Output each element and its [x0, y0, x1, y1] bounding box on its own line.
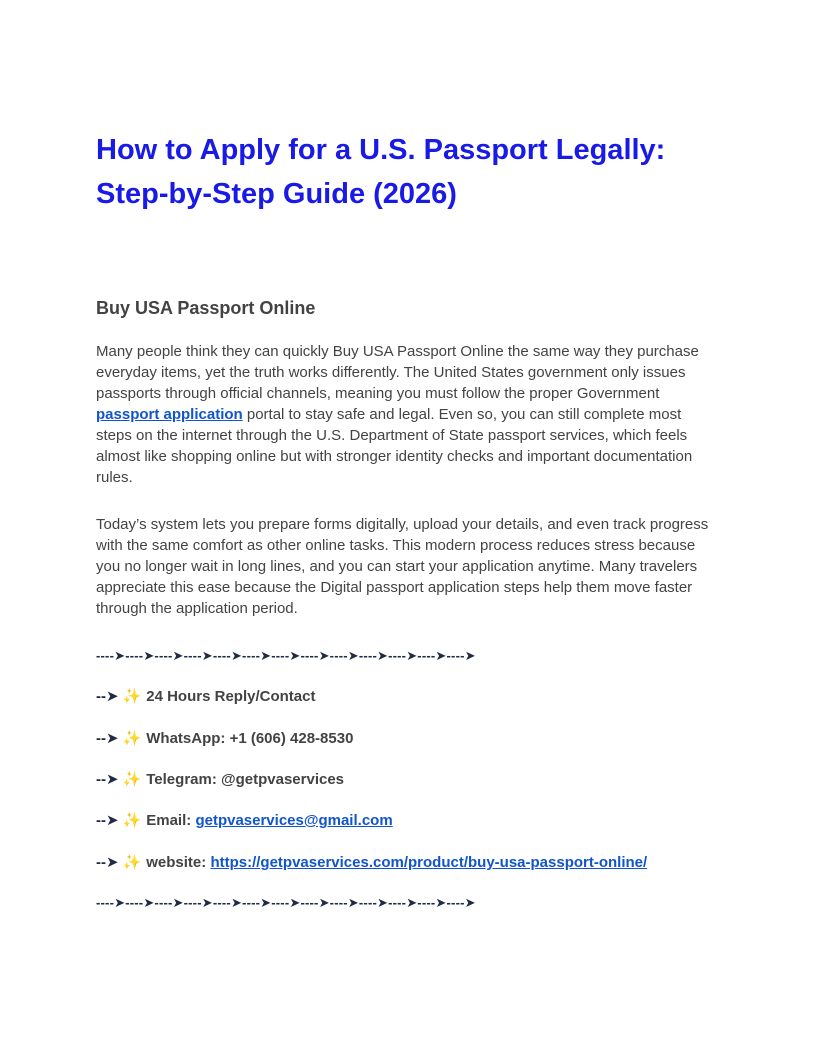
intro-paragraph-text-before: Many people think they can quickly Buy USA Passport Online the same way they purchase everyday items, yet the truth works differently. The United States government only issues passports through official channels, meaning you must follow the proper Government [96, 343, 699, 402]
telegram-text: Telegram: @getpvaservices [146, 771, 345, 788]
arrow-icon: --➤ [96, 771, 119, 788]
arrow-divider-bottom: ----➤----➤----➤----➤----➤----➤----➤----➤----➤----➤----➤----➤----➤ [96, 895, 476, 910]
sparkle-icon: ✨ [122, 812, 142, 829]
sparkle-icon: ✨ [122, 854, 142, 871]
contact-whatsapp-line [96, 728, 353, 749]
sparkle-icon: ✨ [122, 688, 142, 705]
sparkle-icon: ✨ [122, 730, 142, 747]
arrow-icon: --➤ [96, 812, 119, 829]
contact-reply-line [96, 686, 315, 707]
arrow-icon: --➤ [96, 688, 119, 705]
page-title: How to Apply for a U.S. Passport Legally: Step-by-Step Guide (2026) [96, 134, 666, 210]
contact-email-line [96, 810, 393, 831]
contact-telegram-line [96, 769, 344, 790]
intro-paragraph-text-after: portal to stay safe and legal. Even so, you can still complete most steps on the internet through the U.S. Department of State passport services, which feels almost like shopping online but with stronger identity checks and important documentation rules. [96, 406, 693, 486]
arrow-icon: --➤ [96, 854, 119, 871]
reply-text: 24 Hours Reply/Contact [146, 688, 316, 705]
whatsapp-text: WhatsApp: +1 (606) 428-8530 [146, 730, 354, 747]
second-paragraph: Today’s system lets you prepare forms digitally, upload your details, and even track progress with the same comfort as other online tasks. This modern process reduces stress because you no longer wait in long lines, and you can start your application anytime. Many travelers appreciate this ease because the Digital passport application steps help them move faster through the application period. [96, 516, 709, 617]
website-link[interactable]: https://getpvaservices.com/product/buy-usa-passport-online/ [210, 854, 648, 871]
contact-website-line [96, 852, 647, 873]
sparkle-icon: ✨ [122, 771, 142, 788]
email-link[interactable]: getpvaservices@gmail.com [195, 812, 393, 829]
passport-application-link[interactable]: passport application [96, 406, 243, 423]
section-heading: Buy USA Passport Online [96, 298, 316, 318]
email-label: Email: [146, 812, 192, 829]
arrow-divider-top: ----➤----➤----➤----➤----➤----➤----➤----➤----➤----➤----➤----➤----➤ [96, 648, 476, 663]
arrow-icon: --➤ [96, 730, 119, 747]
intro-paragraph [96, 341, 720, 488]
website-label: website: [146, 854, 207, 871]
